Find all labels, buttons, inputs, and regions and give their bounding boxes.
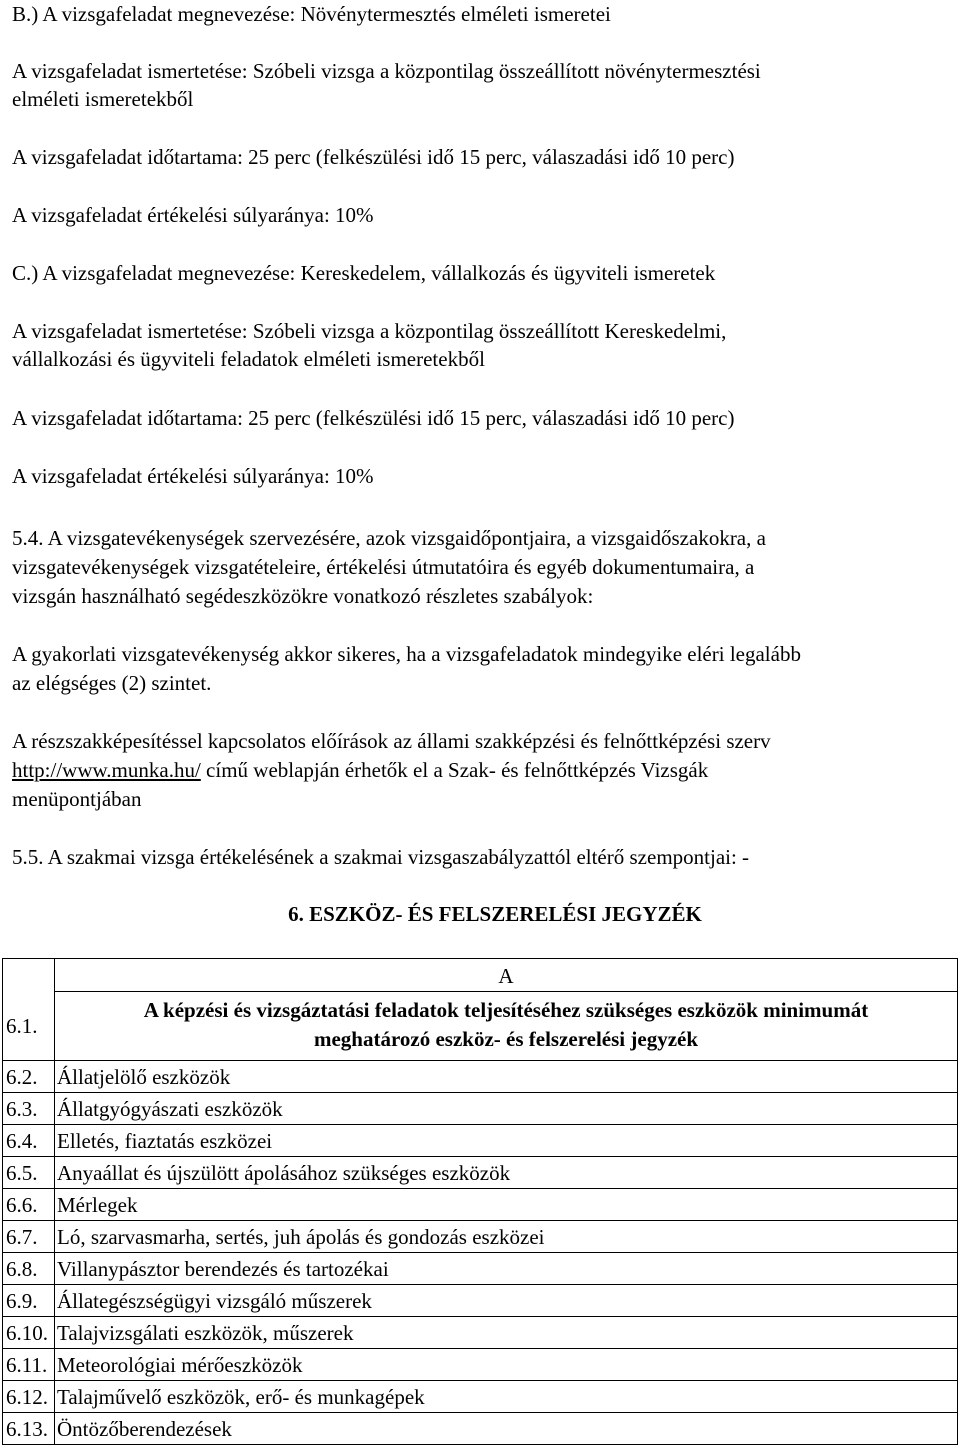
table-row (3, 1381, 958, 1413)
row-number: 6.12. (3, 1381, 55, 1413)
table-row (3, 1221, 958, 1253)
reference-line1: A részszakképesítéssel kapcsolatos előírások az állami szakképzési és felnőttképzési szerv (12, 729, 771, 753)
row-item-text: Talajművelő eszközök, erő- és munkagépek (55, 1381, 958, 1413)
table-title-cell (55, 992, 958, 1061)
section-b-desc-line2: elméleti ismeretekből (12, 87, 194, 111)
row-number: 6.8. (3, 1253, 55, 1285)
row-number: 6.3. (3, 1093, 55, 1125)
table-column-header-row (3, 959, 958, 992)
row-item-text: Meteorológiai mérőeszközök (55, 1349, 958, 1381)
row-number: 6.11. (3, 1349, 55, 1381)
section-b-desc-line1: A vizsgafeladat ismertetése: Szóbeli vizsga a központilag összeállított növénytermesztési (12, 59, 761, 83)
section-54-line1: 5.4. A vizsgatevékenységek szervezésére, azok vizsgaidőpontjaira, a vizsgaidőszakokra, a (12, 526, 766, 550)
row-number: 6.7. (3, 1221, 55, 1253)
row-number: 6.6. (3, 1189, 55, 1221)
section-54-line3: vizsgán használható segédeszközökre vonatkozó részletes szabályok: (12, 584, 594, 608)
table-row (3, 1061, 958, 1093)
row-number: 6.4. (3, 1125, 55, 1157)
row-number: 6.10. (3, 1317, 55, 1349)
column-header-a: A (55, 959, 958, 992)
table-row (3, 1413, 958, 1445)
row-item-text: Anyaállat és újszülött ápolásához szükséges eszközök (55, 1157, 958, 1189)
row-item-text: Állatjelölő eszközök (55, 1061, 958, 1093)
munka-hu-link[interactable]: http://www.munka.hu/ (12, 758, 201, 782)
table-cell-empty (3, 959, 55, 992)
row-number: 6.2. (3, 1061, 55, 1093)
table-row (3, 1317, 958, 1349)
row-item-text: Ló, szarvasmarha, sertés, juh ápolás és gondozás eszközei (55, 1221, 958, 1253)
practical-exam-line2: az elégséges (2) szintet. (12, 671, 212, 695)
row-item-text: Állategészségügyi vizsgáló műszerek (55, 1285, 958, 1317)
reference-line2-text: című weblapján érhetők el a Szak- és felnőttképzés Vizsgák (200, 758, 709, 782)
table-row (3, 1349, 958, 1381)
section-b-title: B.) A vizsgafeladat megnevezése: Növénytermesztés elméleti ismeretei (12, 2, 611, 26)
equipment-list-heading: 6. ESZKÖZ- ÉS FELSZERELÉSI JEGYZÉK (288, 902, 702, 926)
row-item-text: Öntözőberendezések (55, 1413, 958, 1445)
section-b-duration: A vizsgafeladat időtartama: 25 perc (felkészülési idő 15 perc, válaszadási idő 10 perc) (12, 145, 735, 169)
table-row (3, 1189, 958, 1221)
row-number: 6.1. (3, 992, 55, 1061)
section-c-desc-line2: vállalkozási és ügyviteli feladatok elméleti ismeretekből (12, 347, 485, 371)
section-54-line2: vizsgatevékenységek vizsgatételeire, értékelési útmutatóira és egyéb dokumentumaira, a (12, 555, 755, 579)
table-row-6-1 (3, 992, 958, 1061)
section-55-text: 5.5. A szakmai vizsga értékelésének a szakmai vizsgaszabályzattól eltérő szempontjai: - (12, 845, 750, 869)
row-number: 6.5. (3, 1157, 55, 1189)
practical-exam-line1: A gyakorlati vizsgatevékenység akkor sikeres, ha a vizsgafeladatok mindegyike eléri legalább (12, 642, 801, 666)
table-title-line1: A képzési és vizsgáztatási feladatok teljesítéséhez szükséges eszközök minimumát (143, 998, 869, 1022)
section-c-title: C.) A vizsgafeladat megnevezése: Kereskedelem, vállalkozás és ügyviteli ismeretek (12, 261, 716, 285)
table-row (3, 1093, 958, 1125)
equipment-table (2, 958, 958, 1445)
reference-line2 (12, 756, 958, 784)
section-c-desc-line1: A vizsgafeladat ismertetése: Szóbeli vizsga a központilag összeállított Kereskedelmi, (12, 319, 727, 343)
table-row (3, 1125, 958, 1157)
row-number: 6.13. (3, 1413, 55, 1445)
table-row (3, 1157, 958, 1189)
table-row (3, 1253, 958, 1285)
table-title-line2: meghatározó eszköz- és felszerelési jegyzék (313, 1027, 699, 1051)
section-c-weight: A vizsgafeladat értékelési súlyaránya: 10% (12, 464, 374, 488)
row-number: 6.9. (3, 1285, 55, 1317)
reference-line3: menüpontjában (12, 787, 142, 811)
row-item-text: Villanypásztor berendezés és tartozékai (55, 1253, 958, 1285)
table-row (3, 1285, 958, 1317)
section-c-duration: A vizsgafeladat időtartama: 25 perc (felkészülési idő 15 perc, válaszadási idő 10 perc) (12, 406, 735, 430)
section-b-weight: A vizsgafeladat értékelési súlyaránya: 10% (12, 203, 374, 227)
row-item-text: Állatgyógyászati eszközök (55, 1093, 958, 1125)
row-item-text: Mérlegek (55, 1189, 958, 1221)
row-item-text: Elletés, fiaztatás eszközei (55, 1125, 958, 1157)
row-item-text: Talajvizsgálati eszközök, műszerek (55, 1317, 958, 1349)
